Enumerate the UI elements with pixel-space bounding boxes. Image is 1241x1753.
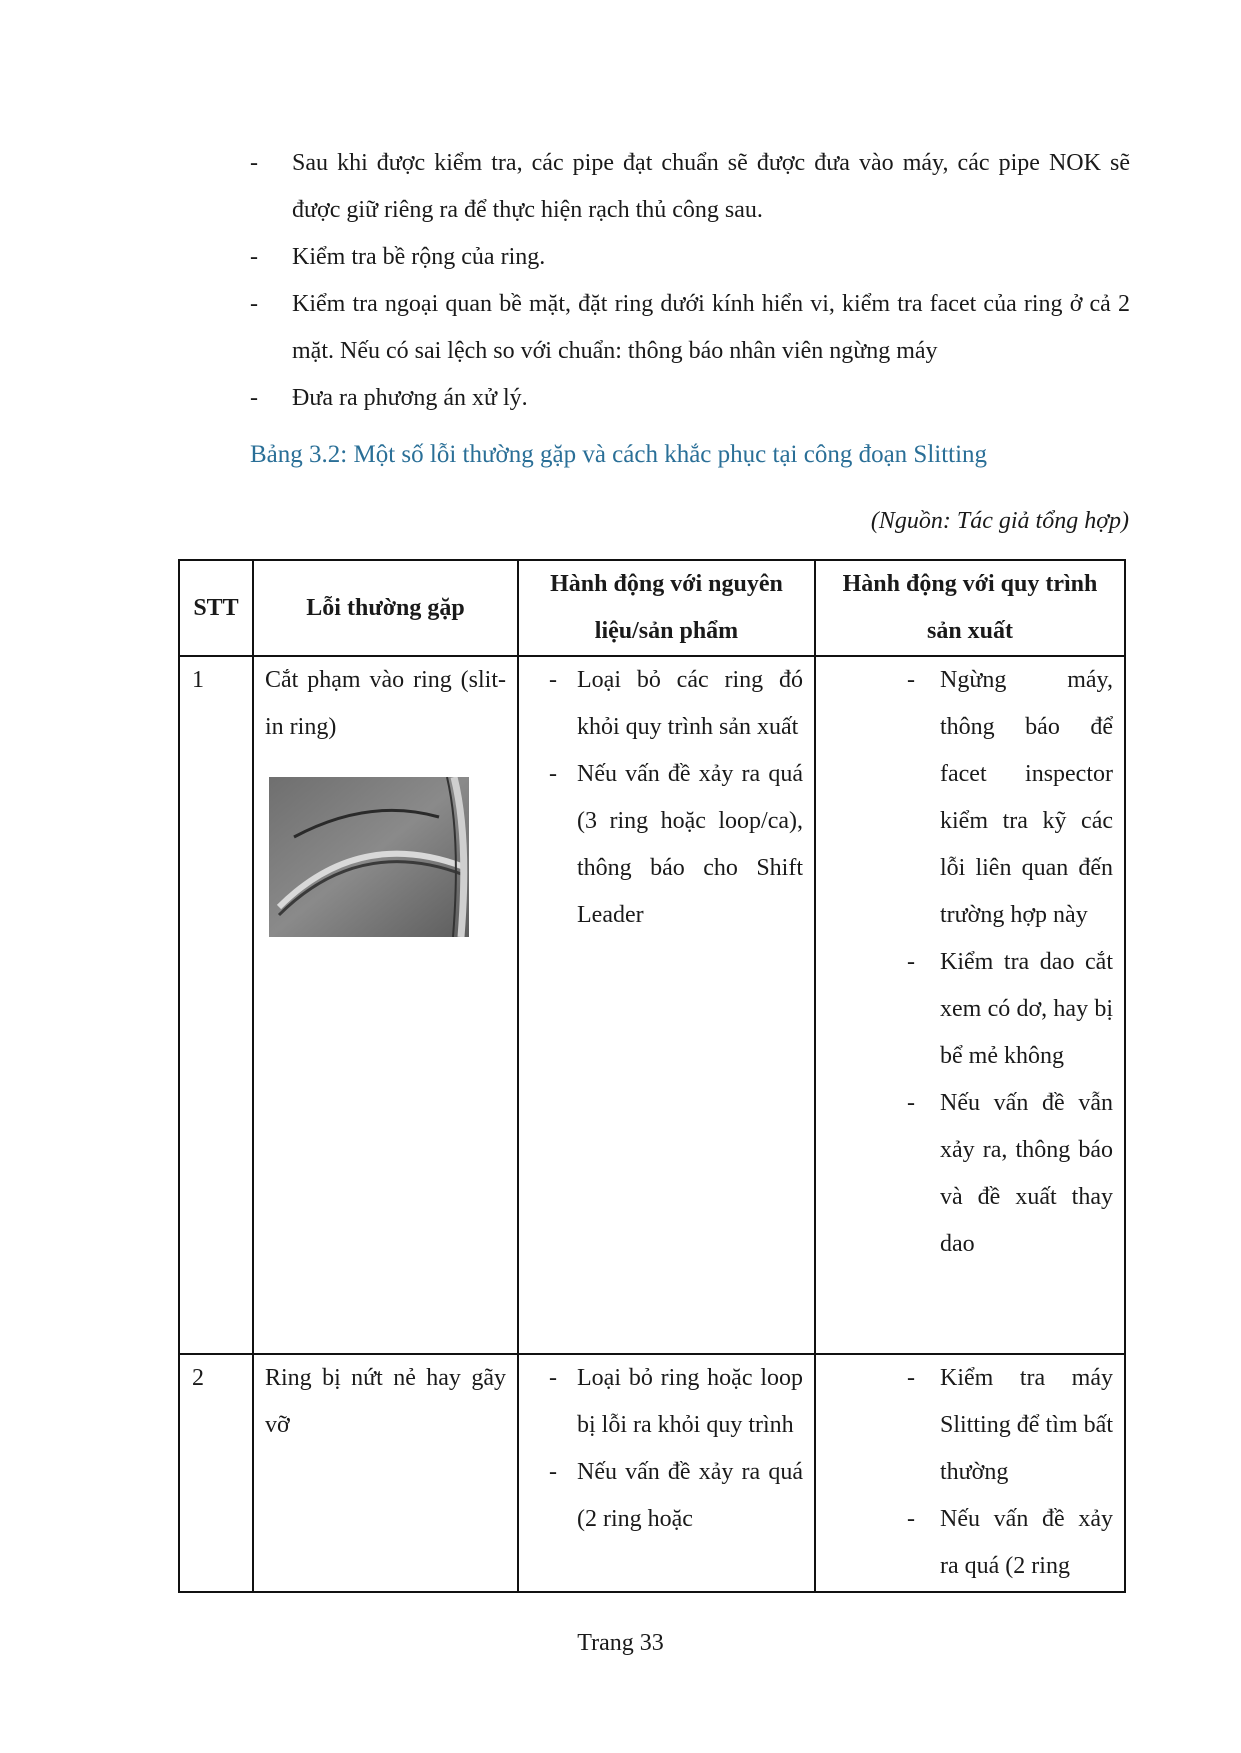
- action-item: - Ngừng máy, thông báo để facet inspector kiểm tra kỹ các lỗi liên quan đến trường hợp này: [907, 667, 1113, 928]
- header-defect: Lỗi thường gặp: [253, 560, 518, 656]
- action-item: - Loại bỏ các ring đó khỏi quy trình sản xuất: [549, 667, 803, 740]
- row-material-actions: [518, 656, 815, 1354]
- row-stt: 1: [179, 656, 253, 1354]
- bullet-list: [250, 140, 1130, 422]
- bullet-item: - Sau khi được kiểm tra, các pipe đạt chuẩn sẽ được đưa vào máy, các pipe NOK sẽ được giữ riêng ra để thực hiện rạch thủ công sau.: [250, 150, 1130, 223]
- action-item: - Kiểm tra máy Slitting để tìm bất thường: [907, 1365, 1113, 1485]
- action-item: - Loại bỏ ring hoặc loop bị lỗi ra khỏi quy trình: [549, 1365, 803, 1438]
- bullet-item: - Kiểm tra bề rộng của ring.: [250, 244, 546, 270]
- table-caption: Bảng 3.2: Một số lỗi thường gặp và cách khắc phục tại công đoạn Slitting: [250, 441, 988, 468]
- table-header-row: [179, 560, 1125, 656]
- row-defect: [253, 1354, 518, 1592]
- header-stt: STT: [179, 560, 253, 656]
- action-item: - Nếu vấn đề xảy ra quá (2 ring: [907, 1506, 1113, 1579]
- header-process-action: Hành động với quy trình sản xuất: [815, 560, 1125, 656]
- table-row: [179, 656, 1125, 1354]
- header-material-action: Hành động với nguyên liệu/sản phẩm: [518, 560, 815, 656]
- bullet-item: - Kiểm tra ngoại quan bề mặt, đặt ring dưới kính hiển vi, kiểm tra facet của ring ở cả 2 mặt. Nếu có sai lệch so với chuẩn: thông báo nhân viên ngừng máy: [250, 291, 1130, 364]
- row-stt: 2: [179, 1354, 253, 1592]
- bullet-item: - Đưa ra phương án xử lý.: [250, 385, 528, 411]
- slit-in-ring-photo: [269, 777, 469, 937]
- table-source: (Nguồn: Tác giả tổng hợp): [870, 508, 1129, 534]
- row-process-actions: [815, 1354, 1125, 1592]
- defect-text: Ring bị nứt nẻ hay gãy vỡ: [265, 1365, 506, 1438]
- action-item: - Kiểm tra dao cắt xem có dơ, hay bị bể mẻ không: [907, 949, 1113, 1069]
- action-item: - Nếu vấn đề vẫn xảy ra, thông báo và đề xuất thay dao: [907, 1090, 1113, 1257]
- row-defect: [253, 656, 518, 1354]
- page-number: Trang 33: [577, 1630, 664, 1656]
- row-material-actions: [518, 1354, 815, 1592]
- action-item: - Nếu vấn đề xảy ra quá (2 ring hoặc: [549, 1459, 803, 1532]
- action-item: - Nếu vấn đề xảy ra quá (3 ring hoặc loop/ca), thông báo cho Shift Leader: [549, 761, 803, 928]
- table-row: [179, 1354, 1125, 1592]
- defects-table: [178, 559, 1126, 1593]
- row-process-actions: [815, 656, 1125, 1354]
- defect-text: Cắt phạm vào ring (slit-in ring): [265, 667, 506, 740]
